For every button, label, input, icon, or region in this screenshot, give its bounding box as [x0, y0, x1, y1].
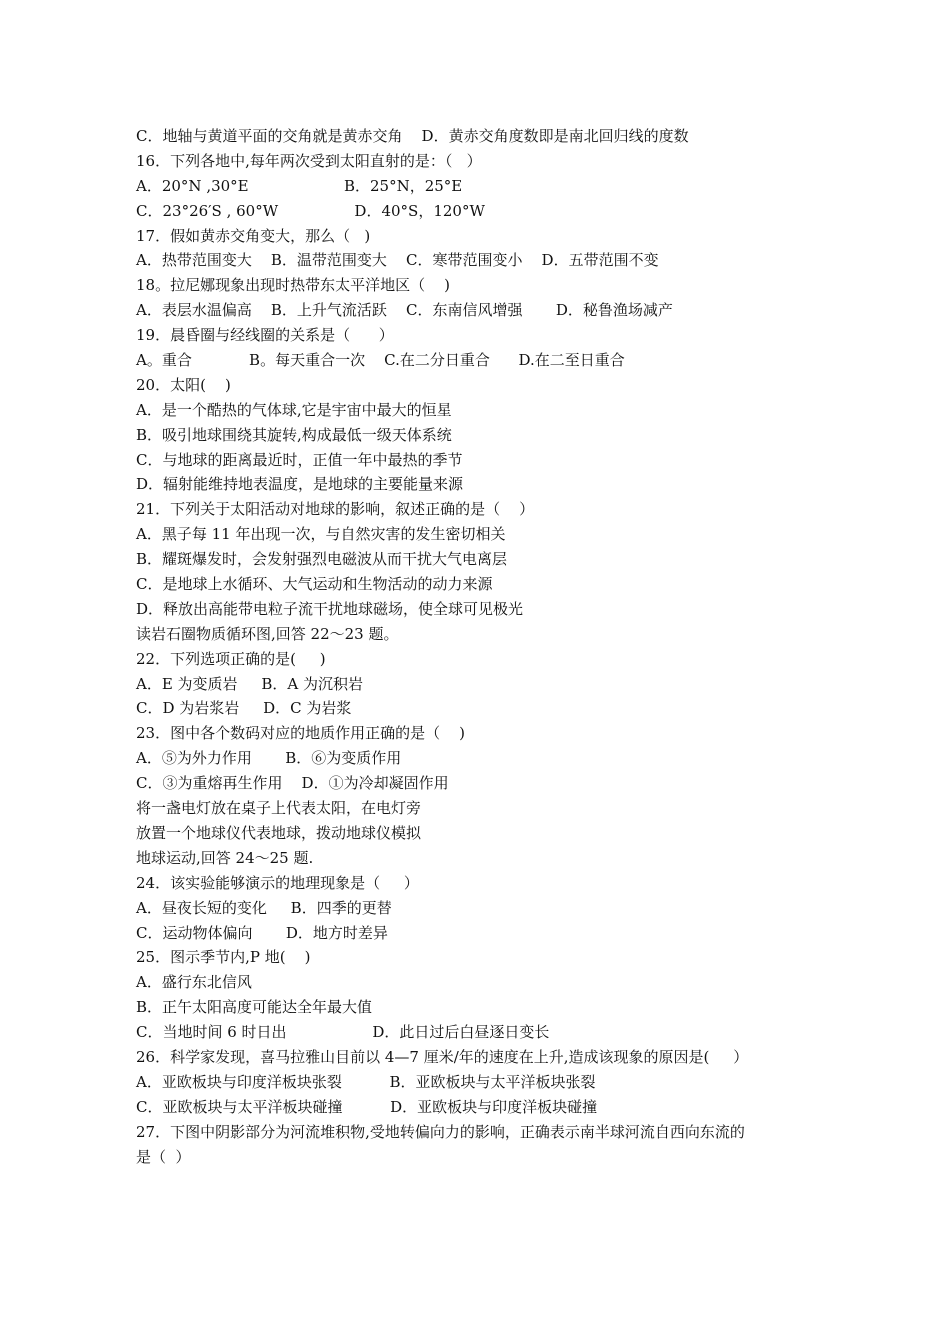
text-line: C．亚欧板块与太平洋板块碰撞 D．亚欧板块与印度洋板块碰撞 — [136, 1097, 598, 1116]
text-line: B．正午太阳高度可能达全年最大值 — [136, 998, 373, 1017]
text-line: C．与地球的距离最近时，正值一年中最热的季节 — [136, 450, 463, 469]
text-line: A。重合 B。每天重合一次 C.在二分日重合 D.在二至日重合 — [136, 351, 625, 370]
text-line: A．20°N ,30°E B．25°N，25°E — [136, 176, 463, 195]
text-line: A．热带范围变大 B．温带范围变大 C．寒带范围变小 D．五带范围不变 — [136, 251, 659, 270]
text-line: D．辐射能维持地表温度，是地球的主要能量来源 — [136, 475, 464, 494]
text-line: C．运动物体偏向 D．地方时差异 — [136, 923, 388, 942]
text-line: A．是一个酷热的气体球,它是宇宙中最大的恒星 — [136, 400, 452, 419]
document-body — [136, 124, 836, 1169]
text-line: C．是地球上水循环、大气运动和生物活动的动力来源 — [136, 575, 493, 594]
text-line: 24．该实验能够演示的地理现象是（ ） — [136, 873, 419, 892]
text-line: D．释放出高能带电粒子流干扰地球磁场，使全球可见极光 — [136, 599, 524, 618]
text-line: 26．科学家发现，喜马拉雅山目前以 4—7 厘米/年的速度在上升,造成该现象的原因是( ） — [136, 1047, 749, 1066]
text-line: C．当地时间 6 时日出 D．此日过后白昼逐日变长 — [136, 1023, 550, 1042]
text-line: C．D 为岩浆岩 D．C 为岩浆 — [136, 699, 352, 718]
text-line: 22．下列选项正确的是( ) — [136, 649, 326, 668]
text-line: A．昼夜长短的变化 B．四季的更替 — [136, 898, 392, 917]
text-line: C．地轴与黄道平面的交角就是黄赤交角 D．黄赤交角度数即是南北回归线的度数 — [136, 127, 689, 145]
text-line: 27．下图中阴影部分为河流堆积物,受地转偏向力的影响，正确表示南半球河流自西向东流的 — [136, 1122, 745, 1141]
text-line: 23．图中各个数码对应的地质作用正确的是（ ) — [136, 724, 466, 743]
text-line: 20．太阳( ) — [136, 375, 231, 394]
text-line: A．⑤为外力作用 B．⑥为变质作用 — [136, 749, 402, 768]
text-line: 19．晨昏圈与经线圈的关系是（ ） — [136, 326, 394, 345]
text-line: 是（ ） — [136, 1147, 191, 1166]
text-line: A．E 为变质岩 B．A 为沉积岩 — [136, 674, 364, 693]
text-line: B．耀斑爆发时，会发射强烈电磁波从而干扰大气电离层 — [136, 550, 508, 569]
text-line: C．③为重熔再生作用 D．①为冷却凝固作用 — [136, 774, 449, 793]
text-line: 18。拉尼娜现象出现时热带东太平洋地区（ ) — [136, 276, 451, 295]
text-line: 地球运动,回答 24～25 题. — [136, 848, 314, 867]
text-line: B．吸引地球围绕其旋转,构成最低一级天体系统 — [136, 425, 452, 444]
text-line: A．表层水温偏高 B．上升气流活跃 C．东南信风增强 D．秘鲁渔场减产 — [136, 301, 673, 320]
text-line: 放置一个地球仪代表地球，拨动地球仪模拟 — [136, 823, 422, 842]
text-line: 25．图示季节内,P 地( ) — [136, 948, 311, 967]
text-line: 16．下列各地中,每年两次受到太阳直射的是：（ ） — [136, 151, 482, 170]
text-line: A．盛行东北信风 — [136, 973, 252, 992]
text-line: A．黑子每 11 年出现一次，与自然灾害的发生密切相关 — [136, 525, 506, 544]
text-line: 17．假如黄赤交角变大，那么（ ) — [136, 226, 371, 245]
text-line: A．亚欧板块与印度洋板块张裂 B．亚欧板块与太平洋板块张裂 — [136, 1072, 596, 1091]
text-line: 21．下列关于太阳活动对地球的影响，叙述正确的是（ ） — [136, 500, 535, 519]
text-line: 将一盏电灯放在桌子上代表太阳，在电灯旁 — [136, 799, 422, 818]
text-line: 读岩石圈物质循环图,回答 22～23 题。 — [136, 624, 399, 643]
text-line: C．23°26′S , 60°W D．40°S，120°W — [136, 201, 485, 220]
